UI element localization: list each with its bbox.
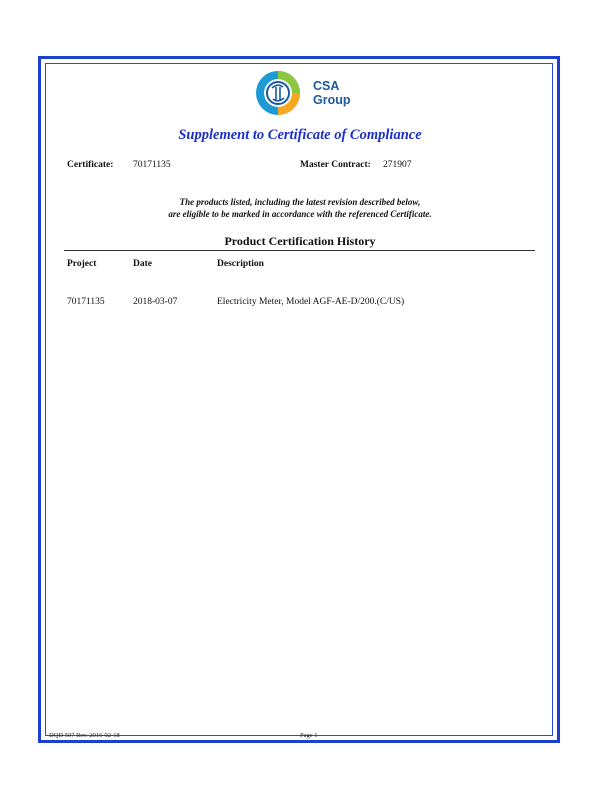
logo-line-1: CSA xyxy=(313,79,340,93)
page-border-inner xyxy=(45,63,553,736)
history-title: Product Certification History xyxy=(224,234,376,248)
logo-line-2: Group xyxy=(313,93,351,107)
row-project: 70171135 xyxy=(67,297,105,307)
notice-line-2: are eligible to be marked in accordance with the referenced Certificate. xyxy=(168,209,432,219)
eligibility-notice xyxy=(0,196,600,220)
logo-text xyxy=(313,79,351,107)
document-title: Supplement to Certificate of Compliance xyxy=(178,127,422,143)
form-revision: DQD 507 Rev. 2016-02-18 xyxy=(49,732,120,739)
row-description: Electricity Meter, Model AGF-AE-D/200.(C/US) xyxy=(217,297,405,307)
master-contract-number: 271907 xyxy=(383,160,412,170)
page-number: Page 1 xyxy=(300,732,318,739)
column-header-date: Date xyxy=(133,259,152,269)
certificate-number: 70171135 xyxy=(133,160,171,170)
column-header-project: Project xyxy=(67,259,97,269)
row-date: 2018-03-07 xyxy=(133,297,178,307)
master-contract-label: Master Contract: xyxy=(300,160,371,170)
notice-line-1: The products listed, including the latest revision described below, xyxy=(179,197,421,207)
certificate-label: Certificate: xyxy=(67,160,114,170)
history-divider xyxy=(64,250,535,251)
column-header-description: Description xyxy=(217,259,264,269)
